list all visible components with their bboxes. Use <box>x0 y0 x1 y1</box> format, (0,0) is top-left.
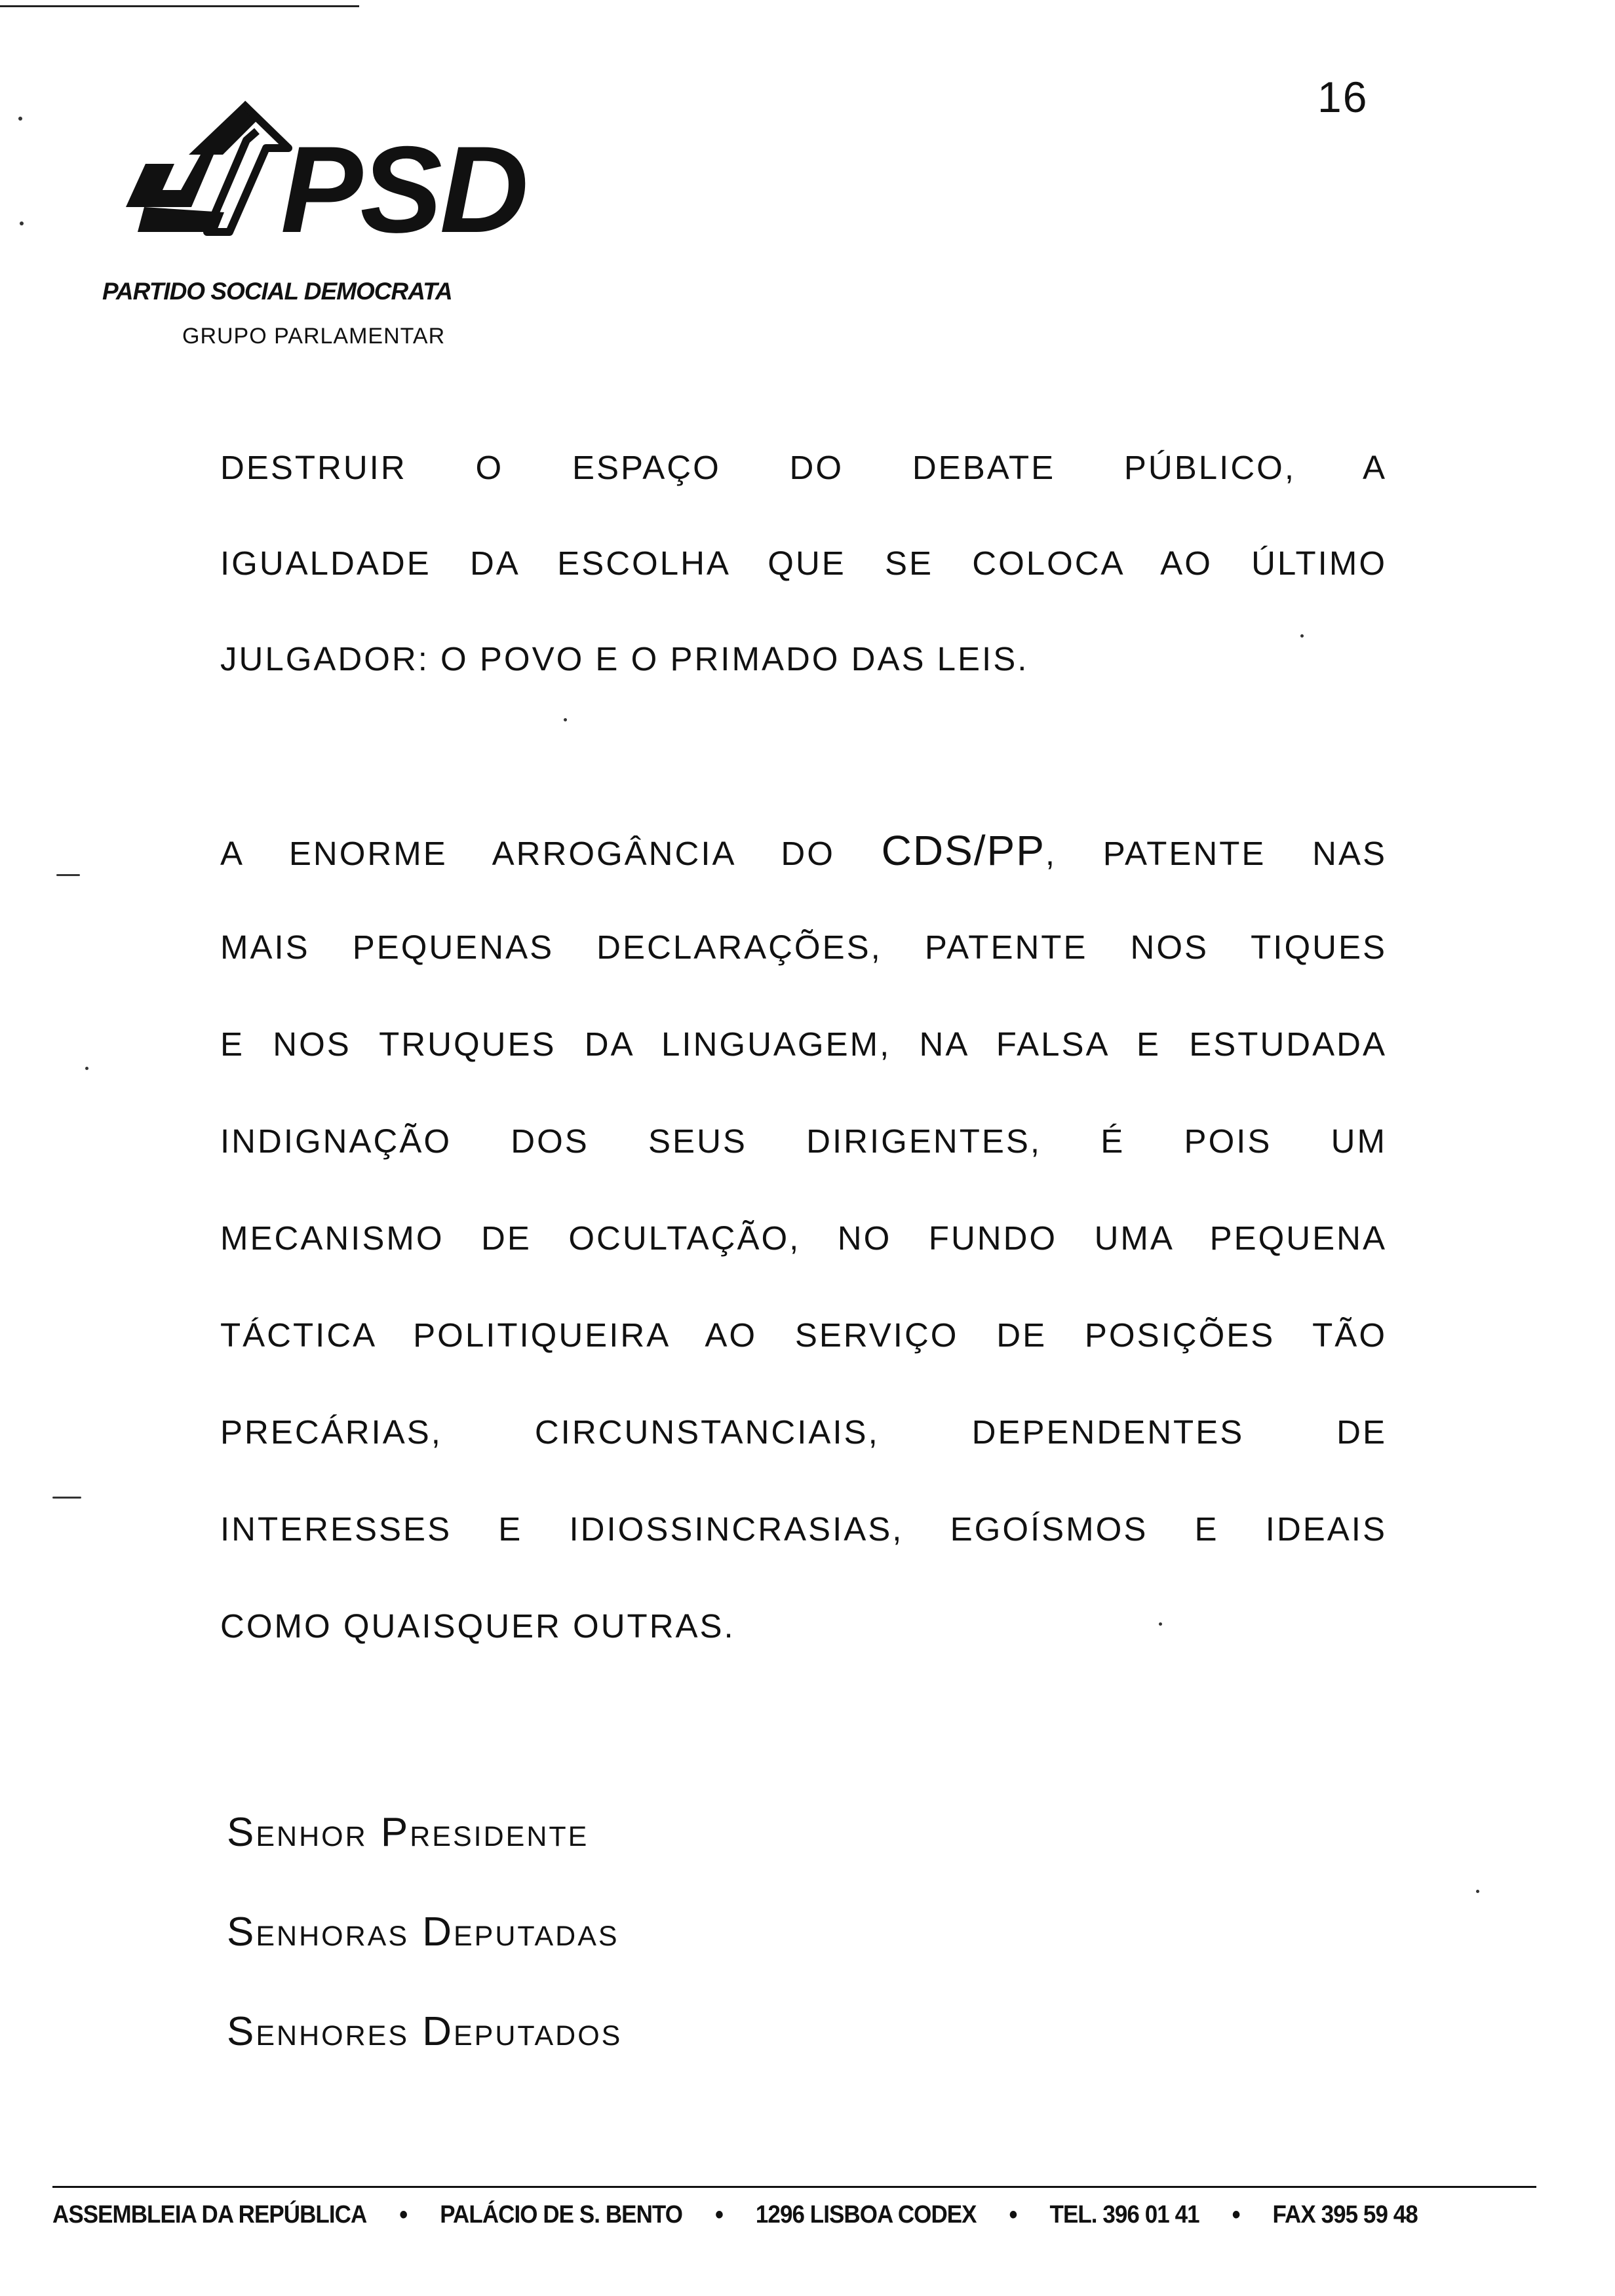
text-line: PRECÁRIAS, CIRCUNSTANCIAIS, DEPENDENTES DE <box>220 1413 1387 1451</box>
psd-logo <box>118 92 590 262</box>
text-line: MECANISMO DE OCULTAÇÃO, NO FUNDO UMA PEQUENA <box>220 1219 1387 1257</box>
text-line-emphasis <box>220 827 1387 874</box>
scan-speck <box>564 718 567 721</box>
scan-speck <box>1476 1890 1479 1893</box>
text-line: IGUALDADE DA ESCOLHA QUE SE COLOCA AO ÚLTIMO <box>220 545 1387 582</box>
scan-speck <box>1300 634 1304 638</box>
top-edge-rule <box>0 5 359 7</box>
footer-bullet: • <box>1232 2200 1240 2229</box>
scan-speck <box>18 117 22 121</box>
scan-speck <box>85 1067 88 1070</box>
parliamentary-group: GRUPO PARLAMENTAR <box>182 324 446 349</box>
footer-institution: ASSEMBLEIA DA REPÚBLICA <box>52 2200 367 2229</box>
text-line: MAIS PEQUENAS DECLARAÇÕES, PATENTE NOS TIQUES <box>220 928 1387 966</box>
salutation-president: Senhor Presidente <box>227 1810 589 1855</box>
footer-bullet: • <box>1009 2200 1017 2229</box>
scan-mark <box>56 874 80 876</box>
scan-speck <box>1159 1622 1162 1626</box>
line-tail: , PATENTE NAS <box>1045 835 1387 872</box>
arrow-emblem-icon <box>126 104 288 232</box>
text-line: E NOS TRUQUES DA LINGUAGEM, NA FALSA E ESTUDADA <box>220 1025 1387 1063</box>
text-line: INDIGNAÇÃO DOS SEUS DIRIGENTES, É POIS UM <box>220 1122 1387 1160</box>
salutation-female-deputies: Senhoras Deputadas <box>227 1909 619 1955</box>
footer-palace: PALÁCIO DE S. BENTO <box>440 2200 682 2229</box>
footer-address <box>52 2196 1418 2233</box>
footer-fax: FAX 395 59 48 <box>1272 2200 1418 2229</box>
footer-telephone: TEL. 396 01 41 <box>1049 2200 1199 2229</box>
footer-bullet: • <box>399 2200 408 2229</box>
text-line: JULGADOR: O POVO E O PRIMADO DAS LEIS. <box>220 640 1029 678</box>
scan-speck <box>20 221 24 225</box>
footer-postal-code: 1296 LISBOA CODEX <box>755 2200 977 2229</box>
text-line: INTERESSES E IDIOSSINCRASIAS, EGOÍSMOS E IDEAIS <box>220 1510 1387 1548</box>
salutation-male-deputies: Senhores Deputados <box>227 2009 623 2054</box>
footer-rule <box>52 2186 1536 2188</box>
footer-bullet: • <box>714 2200 723 2229</box>
text-line: TÁCTICA POLITIQUEIRA AO SERVIÇO DE POSIÇÕES TÃO <box>220 1316 1387 1354</box>
party-name: PARTIDO SOCIAL DEMOCRATA <box>102 278 452 305</box>
logo-wordmark: PSD <box>281 121 526 258</box>
text-line: DESTRUIR O ESPAÇO DO DEBATE PÚBLICO, A <box>220 449 1387 486</box>
text-line: COMO QUAISQUER OUTRAS. <box>220 1607 735 1645</box>
page-number: 16 <box>1317 73 1369 121</box>
party-acronym: CDS/PP <box>881 827 1045 874</box>
line-lead: A ENORME ARROGÂNCIA DO <box>220 835 882 872</box>
scan-mark <box>52 1497 81 1499</box>
